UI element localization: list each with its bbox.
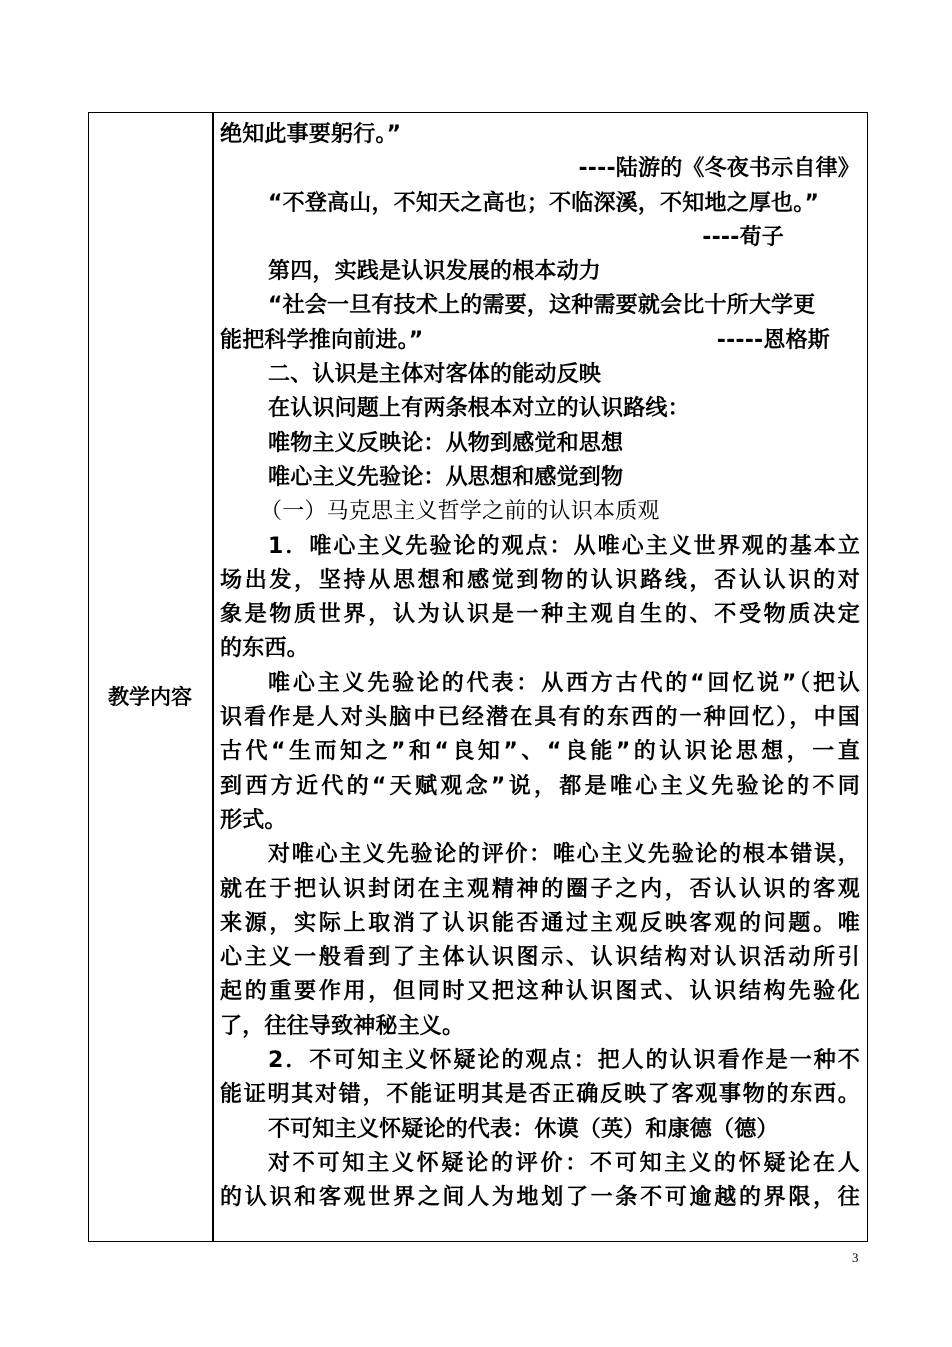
column-divider: [212, 112, 214, 1242]
quote-engels-cont: [220, 324, 860, 358]
text-line: 起的重要作用，但同时又把这种认识图式、认识结构先验化: [220, 979, 860, 1005]
text-line: 对唯心主义先验论的评价：唯心主义先验论的根本错误，: [268, 842, 860, 868]
quote-engels-end: 能把科学推向前进。”: [220, 327, 424, 353]
text-line: 了，往往导致神秘主义。: [220, 1013, 465, 1039]
text-line: 古代“生而知之”和“良知”、“良能”的认识论思想，一直: [220, 739, 860, 765]
text-line: 不可知主义怀疑论的代表：休谟（英）和康德（德）: [268, 1116, 779, 1142]
quote-engels: “社会一旦有技术上的需要，这种需要就会比十所大学更: [268, 293, 816, 319]
text-line: 能证明其对错，不能证明其是否正确反映了客观事物的东西。: [220, 1082, 860, 1108]
text-line: 唯心主义先验论：从思想和感觉到物: [268, 464, 624, 490]
text-line: 唯物主义反映论：从物到感觉和思想: [268, 430, 624, 456]
citation-engels: -----恩格斯: [716, 327, 830, 353]
text-line: 在认识问题上有两条根本对立的认识路线：: [268, 396, 690, 422]
text-line: 对不可知主义怀疑论的评价：不可知主义的怀疑论在人: [268, 1150, 860, 1176]
content-cell: [220, 118, 860, 1240]
text-line: 1．唯心主义先验论的观点：从唯心主义世界观的基本立: [268, 533, 860, 559]
text-line: 形式。: [220, 807, 287, 833]
row-label: 教学内容: [108, 685, 192, 709]
text-line: 绝知此事要躬行。”: [220, 122, 402, 147]
text-line: 的东西。: [220, 636, 309, 662]
section-heading-two: 二、认识是主体对客体的能动反映: [268, 362, 602, 388]
citation-lu-you: ----陆游的《冬夜书示自律》: [578, 156, 860, 182]
page-number: 3: [852, 1250, 859, 1265]
text-line: 的认识和客观世界之间人为地划了一条不可逾越的界限，往: [220, 1185, 860, 1211]
text-line: 到西方近代的“天赋观念”说，都是唯心主义先验论的不同: [220, 773, 860, 799]
text-line: 象是物质世界，认为认识是一种主观自生的、不受物质决定: [220, 602, 860, 628]
text-line: 唯心主义先验论的代表：从西方古代的“回忆说”（把认: [268, 670, 860, 696]
citation-xunzi: ----荀子: [702, 224, 784, 250]
text-line: 识看作是人对头脑中已经潜在具有的东西的一种回忆），中国: [220, 705, 860, 731]
subsection-heading: （一）马克思主义哲学之前的认识本质观: [260, 499, 660, 525]
quote-xunzi: “不登高山，不知天之高也；不临深溪，不知地之厚也。”: [268, 190, 820, 216]
text-line: 来源，实际上取消了认识能否通过主观反映客观的问题。唯: [220, 910, 860, 936]
text-line: 2．不可知主义怀疑论的观点：把人的认识看作是一种不: [268, 1048, 860, 1074]
text-line: 心主义一般看到了主体认识图示、认识结构对认识活动所引: [220, 945, 860, 971]
text-line: 就在于把认识封闭在主观精神的圈子之内，否认认识的客观: [220, 876, 860, 902]
text-line: 场出发，坚持从思想和感觉到物的认识路线，否认认识的对: [220, 567, 860, 593]
heading-point-four: 第四，实践是认识发展的根本动力: [268, 259, 602, 285]
